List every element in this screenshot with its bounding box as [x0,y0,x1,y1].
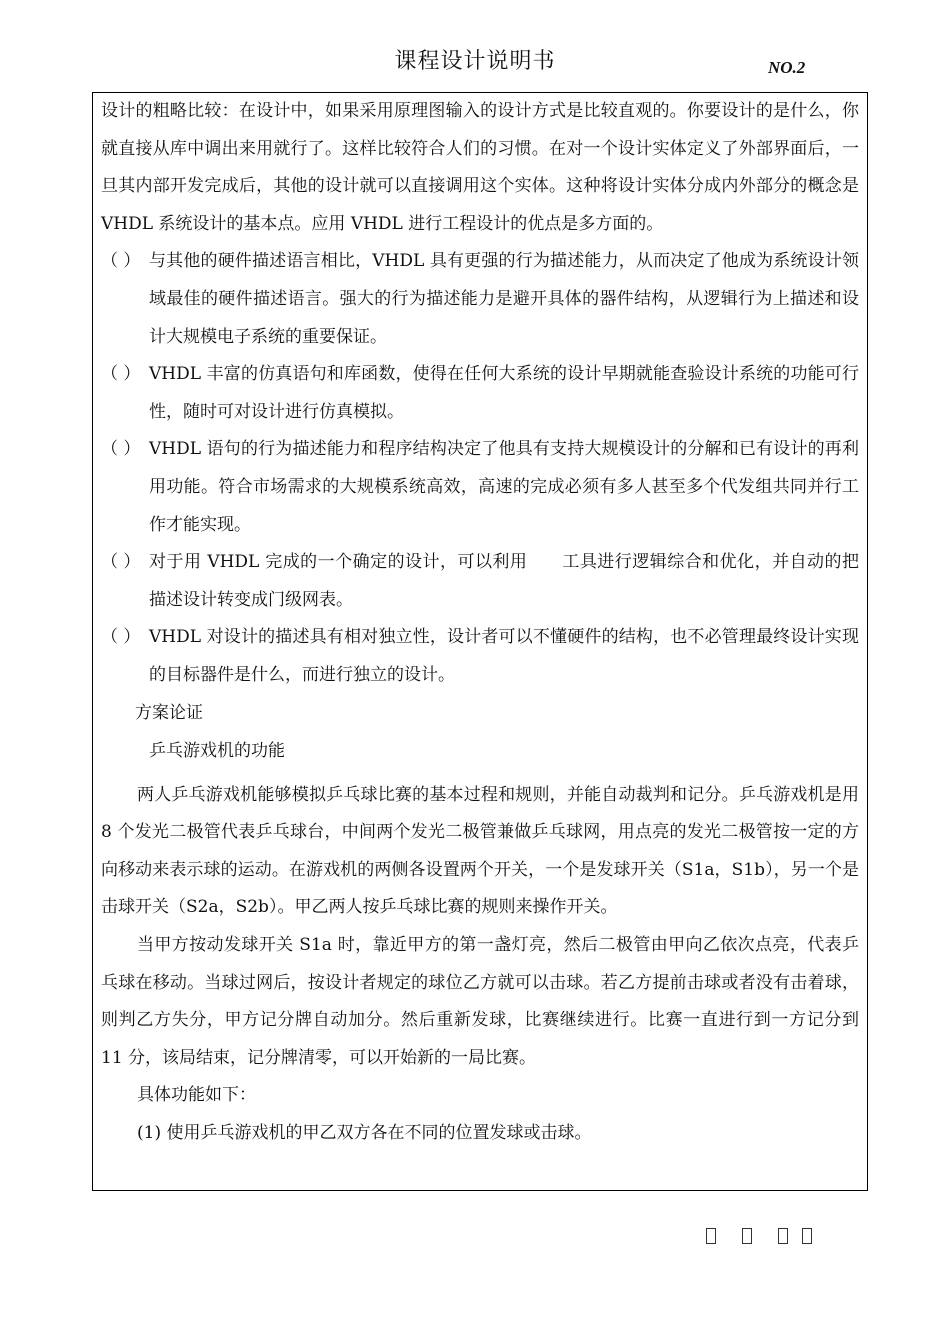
page-number: NO.2 [768,58,806,77]
missing-glyph-icon [742,1228,752,1244]
body-paragraph-4: (1) 使用乒乓游戏机的甲乙双方各在不同的位置发球或击球。 [137,1123,592,1144]
missing-glyph-icon [706,1228,716,1244]
advantage-item-5 [101,619,859,694]
advantage-text: 与其他的硬件描述语言相比，VHDL 具有更强的行为描述能力，从而决定了他成为系统设计领域最佳的硬件描述语言。强大的行为描述能力是避开具体的器件结构，从逻辑行为上描述和设计大规模电子系统的重要保证。 [149,251,859,347]
intro-paragraph: 设计的粗略比较：在设计中，如果采用原理图输入的设计方式是比较直观的。你要设计的是什么，你就直接从库中调出来用就行了。这样比较符合人们的习惯。在对一个设计实体定义了外部界面后，一旦其内部开发完成后，其他的设计就可以直接调用这个实体。这种将设计实体分成内外部分的概念是 VHDL 系统设计的基本点。应用 VHDL 进行工程设计的优点是多方面的。 [101,101,859,234]
advantage-text: VHDL 丰富的仿真语句和库函数，使得在任何大系统的设计早期就能查验设计系统的功能可行性，随时可对设计进行仿真模拟。 [149,364,859,422]
advantage-mark: （ ） [101,364,141,385]
advantage-mark: （ ） [101,439,141,460]
advantage-text: VHDL 对设计的描述具有相对独立性，设计者可以不懂硬件的结构，也不必管理最终设计实现的目标器件是什么，而进行独立的设计。 [149,627,859,685]
footer-placeholder-glyphs [706,1226,838,1244]
subsection-heading: 乒乓游戏机的功能 [149,741,285,762]
advantage-mark: （ ） [101,251,141,272]
document-frame [92,92,910,1191]
body-paragraph-3: 具体功能如下： [137,1085,256,1106]
advantage-item-4 [101,544,910,619]
document-body [101,93,910,1153]
advantage-item-3 [101,431,859,544]
advantage-text: 对于用 VHDL 完成的一个确定的设计，可以利用 工具进行逻辑综合和优化，并自动的把 描述设计转变成门级网表。 [149,552,910,610]
body-paragraph-2: 当甲方按动发球开关 S1a 时，靠近甲方的第一盏灯亮，然后二极管由甲向乙依次点亮，代表乒乓球在移动。当球过网后，按设计者规定的球位乙方就可以击球。若乙方提前击球或者没有击着球，则判乙方失分，甲方记分牌自动加分。然后重新发球，比赛继续进行。比赛一直进行到一方记分到 11 分，该局结束，记分牌清零，可以开始新的一局比赛。 [101,935,859,1068]
advantage-mark: （ ） [101,627,141,648]
missing-glyph-icon [778,1228,788,1244]
section-heading: 方案论证 [135,702,203,723]
advantage-item-2 [101,356,859,431]
advantage-mark: （ ） [101,552,141,573]
page-title: 课程设计说明书 [394,49,556,74]
advantage-text: VHDL 语句的行为描述能力和程序结构决定了他具有支持大规模设计的分解和已有设计的再利用功能。符合市场需求的大规模系统高效，高速的完成必须有多人甚至多个代发组共同并行工作才能实现。 [149,439,859,535]
advantage-item-1 [101,243,859,356]
missing-glyph-icon [802,1228,812,1244]
body-paragraph-1: 两人乒乓游戏机能够模拟乒乓球比赛的基本过程和规则，并能自动裁判和记分。乒乓游戏机是用 8 个发光二极管代表乒乓球台，中间两个发光二极管兼做乒乓球网，用点亮的发光二极管按一定的方向移动来表示球的运动。在游戏机的两侧各设置两个开关，一个是发球开关（S1a，S1b），另一个是击球开关（S2a，S2b）。甲乙两人按乒乓球比赛的规则来操作开关。 [101,784,859,918]
